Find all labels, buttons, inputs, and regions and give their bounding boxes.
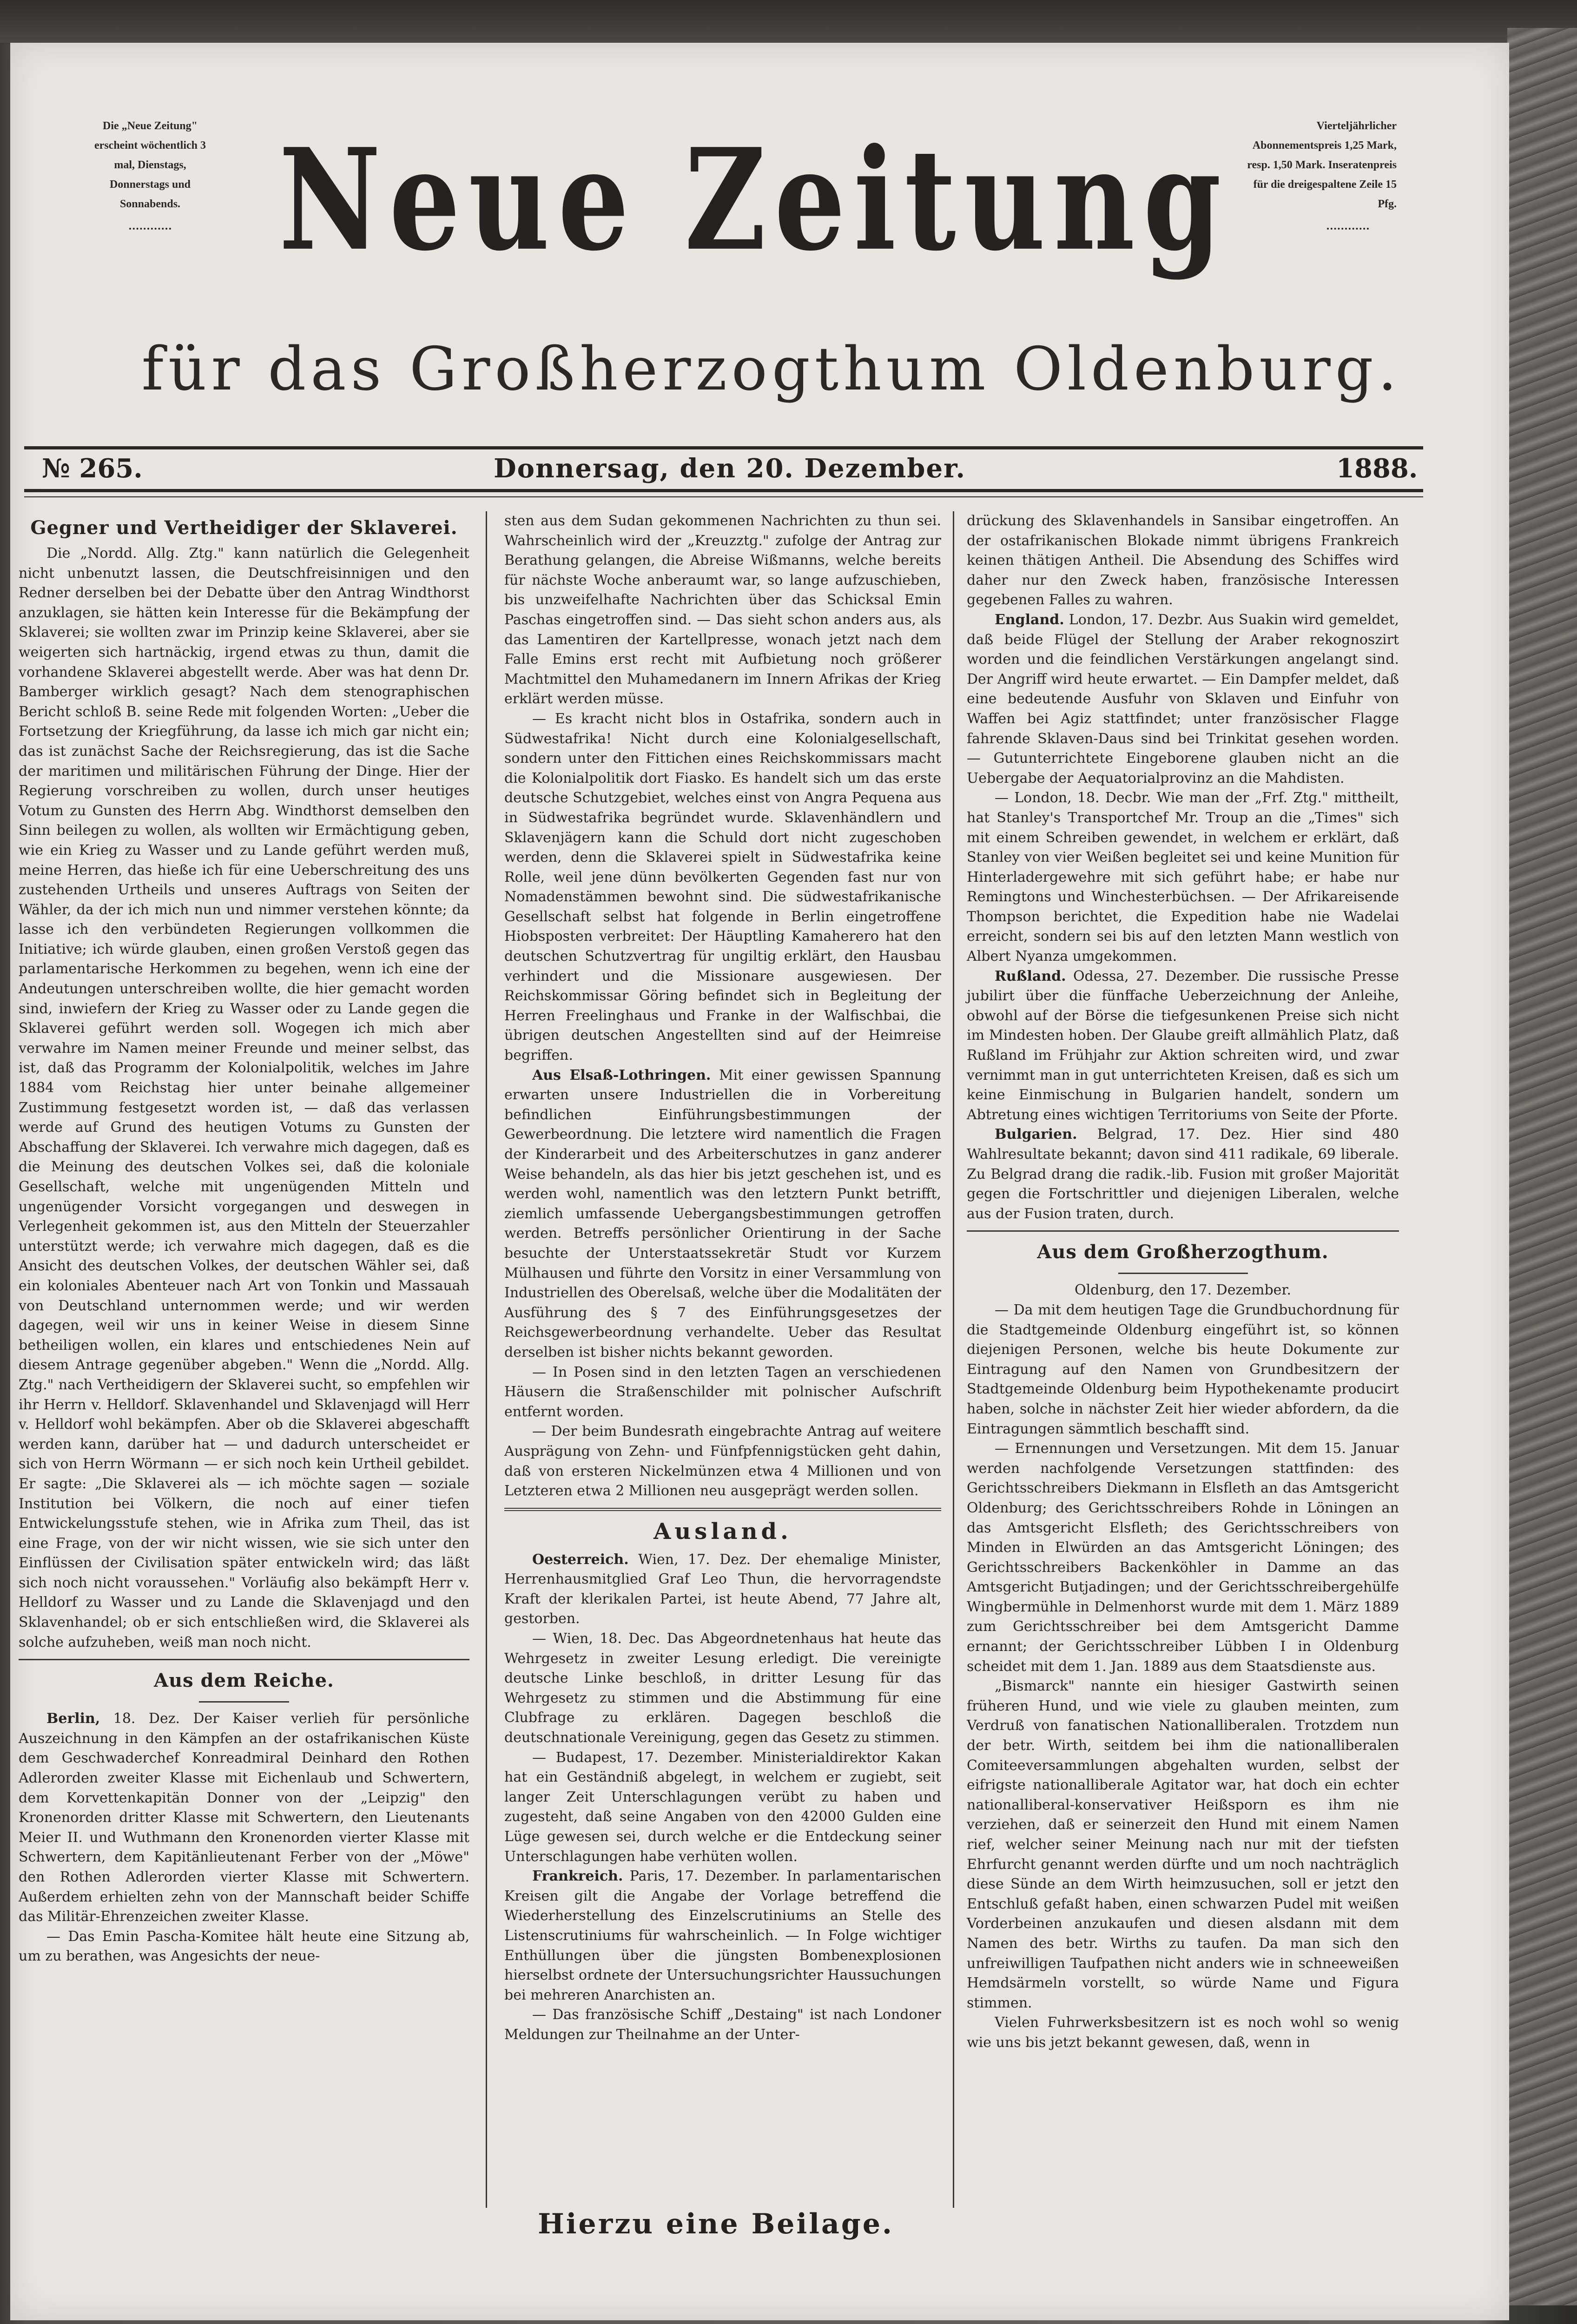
dateline-rule-bottom-thin [24, 496, 1423, 497]
supplement-note: Hierzu eine Beilage. [538, 2208, 894, 2240]
dateline-rule-bottom [24, 489, 1423, 492]
country-lead: England. [995, 611, 1064, 628]
note-divider [129, 228, 171, 230]
article-body: England. London, 17. Dezbr. Aus Suakin wird gemeldet, daß beide Flügel der Stellung der Araber rekognoszirt worden und die feindlichen Verstärkungen angelangt sind. Der Angriff wird heute erwartet. — Ein Dampfer meldet, daß eine bedeutende Ausfuhr von Sklaven und Einfuhr von Waffen bei Agiz stattfindet; unter französischer Flagge fahrende Sklaven-Daus sind bei Trinkitat gesehen worden. — Gutunterrichtete Eingeborene glauben nicht an die Uebergabe der Aequatorialprovinz an die Mahdisten. [967, 611, 1399, 786]
country-lead: Oesterreich. [532, 1551, 629, 1568]
article-body: sten aus dem Sudan gekommenen Nachrichten zu thun sei. Wahrscheinlich wird der „Kreuzztg." zufolge der Antrag zur Berathung gelangen, die Abreise Wißmanns, welche bereits für nächste Woche anberaumt war, so lange aufzuschieben, bis unzweifelhafte Nachrichten über das Schicksal Emin Paschas eingetroffen sind. — Das sieht schon anders aus, als das Lamentiren der Kartellpresse, wonach jetzt nach dem Falle Emins erst recht mit Aufbietung noch größerer Machtmittel den Muhamedanern im Innern Afrikas der Krieg erklärt werden müsse. [504, 513, 941, 707]
place-dateline: Oldenburg, den 17. Dezember. [1074, 1282, 1292, 1299]
section-heading: Ausland. [653, 1518, 792, 1545]
publication-schedule-note: Die „Neue Zeitung" erscheint wöchentlich 3 mal, Dienstags, Donnerstags und Sonnabends. [87, 116, 213, 230]
article-body: — Wien, 18. Dec. Das Abgeordnetenhaus hat heute das Wehrgesetz in zweiter Lesung erledigt. Die vereinigte deutsche Linke beschloß, in dritter Lesung für das Wehrgesetz zu stimmen und die Abstimmung für eine Clubfrage zu erklären. Dagegen beschloß die deutschnationale Vereinigung, gegen das Gesetz zu stimmen. [504, 1631, 941, 1746]
article-body: Bulgarien. Belgrad, 17. Dez. Hier sind 480 Wahlresultate bekannt; davon sind 411 radikale, 69 liberale. Zu Belgrad drang die radik.-lib. Fusion mit großer Majorität gegen die Fortschrittler und diejenigen Liberalen, welche aus der Fusion traten, durch. [967, 1126, 1399, 1222]
issue-year: 1888. [1336, 453, 1418, 484]
article-body: Oesterreich. Wien, 17. Dez. Der ehemalige Minister, Herrenhausmitglied Graf Leo Thun, die hervorragendste Kraft der klerikalen Partei, ist heute Abend, 77 Jahre alt, gestorben. [504, 1551, 941, 1627]
section-divider [967, 1230, 1399, 1232]
place-lead: Berlin, [46, 1710, 100, 1727]
heading-rule [199, 1701, 289, 1703]
section-divider [504, 1508, 941, 1511]
article-body: drückung des Sklavenhandels in Sansibar eingetroffen. An der ostafrikanischen Blokade nimmt übrigens Frankreich keinen thätigen Antheil. Die Absendung des Schiffes wird daher nur den Zweck haben, französische Interessen gegebenen Falles zu wahren. [967, 513, 1399, 608]
article-body: — Das Emin Pascha-Komitee hält heute eine Sitzung ab, um zu berathen, was Angesichts der neue- [19, 1928, 469, 1965]
column-1 [19, 511, 469, 1967]
country-lead: Frankreich. [532, 1868, 623, 1885]
article-body: Die „Nordd. Allg. Ztg." kann natürlich die Gelegenheit nicht unbenutzt lassen, die Deutschfreisinnigen und den Redner derselben bei der Debatte über den Antrag Windthorst anzuklagen, sie hätten kein Interesse für die Bekämpfung der Sklaverei; sie wollten zwar im Prinzip keine Sklaverei, aber sie weigerten sich hartnäckig, irgend etwas zu thun, damit die vorhandene Sklaverei abgestellt werde. Aber was hat denn Dr. Bamberger wirklich gesagt? Nach dem stenographischen Bericht schloß B. seine Rede mit folgenden Worten: „Ueber die Fortsetzung der Kriegführung, da lasse ich mich gar nicht ein; das ist zunächst Sache der Reichsregierung, das ist die Sache der maritimen und militärischen Führung der Dinge. Hier der Regierung vorschreiben zu wollen, durch unser heutiges Votum zu Gunsten des Herrn Abg. Windthorst demselben den Sinn beilegen zu wollen, als wollten wir Ermächtigung geben, wie ein Krieg zu Wasser und zu Lande geführt werden muß, meine Herren, das hieße ich für eine Ueberschreitung des uns zustehenden Urtheils und unseres Auftrags von Seiten der Wähler, da der ich mich nun und nimmer verstehen könnte; da lasse ich den verbündeten Regierungen vollkommen die Initiative; ich würde glauben, einen großen Verstoß gegen das parlamentarische Herkommen zu begehen, wenn ich eine der Andeutungen unterschreiben wollte, die hier gemacht worden sind, inwiefern der Krieg zu Wasser oder zu Lande gegen die Sklaverei geführt werden soll. Wogegen ich mich aber verwahre im Namen meiner Freunde und meiner selbst, das ist, daß das Programm der Kolonialpolitik, welches im Jahre 1884 vom Reichstag hier unter beinahe allgemeiner Zustimmung festgesetzt worden ist, — daß das verlassen werde auf Grund des heutigen Votums zu Gunsten der Abschaffung der Sklaverei. Ich verwahre mich dagegen, daß es die Meinung des deutschen Volkes sei, daß die koloniale Gesellschaft, welche mit ungenügenden Mitteln und ungenügender Vorsicht vorgegangen und deswegen in Verlegenheit gekommen ist, aus den Mitteln der Steuerzahler unterstützt werde; ich verwahre mich dagegen, daß es die Ansicht des deutschen Volkes, der deutschen Wähler sei, daß ein koloniales Abenteuer nach Art von Tonkin und Massauah von Deutschland unternommen werde; und wir werden dagegen, weil wir uns in keiner Weise in diesem Sinne betheiligen wollen, ein klares und entschiedenes Nein auf diesem Antrage gegenüber abgeben." Wenn die „Nordd. Allg. Ztg." nach Vertheidigern der Sklaverei sucht, so empfehlen wir ihr Herrn v. Helldorf. Sklavenhandel und Sklavenjagd will Herr v. Helldorf wohl bekämpfen. Aber ob die Sklaverei abgeschafft werden kann, darüber hat — und dadurch unterscheidet er sich von Herrn Wörmann — er sich noch kein Urtheil gebildet. Er sagte: „Die Sklaverei als — ich möchte sagen — soziale Institution bei Völkern, die noch auf einer tiefen Entwickelungsstufe stehen, wie in Afrika zum Theil, das ist eine Frage, von der wir nicht wissen, wie sie sich unter den Einflüssen der Civilisation später entwickeln wird; das läßt sich noch nicht voraussehen." Vorläufig also bekämpft Herr v. Helldorf zu Wasser und zu Lande die Sklavenjagd und den Sklavenhandel; ob er sich entschließen wird, die Sklaverei als solche aufzuheben, weiß man noch nicht. [19, 545, 469, 1651]
column-3 [967, 511, 1399, 2053]
column-2 [504, 511, 941, 2045]
article-body: — Ernennungen und Versetzungen. Mit dem 15. Januar werden nachfolgende Versetzungen stattfinden: des Gerichtsschreibers Diekmann in Elsfleth an das Amtsgericht Oldenburg; des Gerichtsschreibers Rohde in Löningen an das Amtsgericht Elsfleth; des Gerichtsschreibers von Minden in Elwürden an das Amtsgericht Löningen; des Gerichtsschreibers Backenköhler in Damme an das Amtsgericht Butjadingen; und der Gerichtsschreibergehülfe Wingbermühle in Delmenhorst wurde mit dem 1. März 1889 zum Gerichtsschreiber bei dem Amtsgericht Damme ernannt; der Gerichtsschreiber Lübben I in Oldenburg scheidet mit dem 1. Jan. 1889 aus dem Staatsdienste aus. [967, 1440, 1399, 1675]
article-body: — Da mit dem heutigen Tage die Grundbuchordnung für die Stadtgemeinde Oldenburg eingeführt ist, so können diejenigen Personen, welche bis heute Dokumente zur Eintragung auf den Namen von Grundbesitzern der Stadtgemeinde Oldenburg beim Hypothekenamte producirt haben, solche in nächster Zeit hier wieder abfordern, da die Eintragungen sämmtlich beschafft sind. [967, 1301, 1399, 1437]
country-lead: Rußland. [995, 968, 1066, 984]
book-binding [1507, 28, 1577, 2305]
dateline-rule-top [24, 446, 1423, 449]
section-heading: Aus dem Großherzogthum. [1037, 1241, 1329, 1263]
newspaper-title: Neue Zeitung [279, 118, 1230, 282]
section-divider [19, 1659, 469, 1660]
article-body: Rußland. Odessa, 27. Dezember. Die russische Presse jubilirt über die fünffache Ueberzeichnung der Anleihe, obwohl auf der Börse die tiefgesunkenen Preise sich nicht im Mindesten hoben. Der Glaube greift allmählich Platz, daß Rußland im Frühjahr zur Aktion schreiten wird, und zwar vernimmt man in gut unterrichteten Kreisen, daß es sich um keine Einmischung in Bulgarien handelt, sondern um Abtretung eines wichtigen Territoriums von Seite der Pforte. [967, 968, 1399, 1123]
heading-rule [1118, 1273, 1248, 1274]
issue-date: Donnersag, den 20. Dezember. [494, 453, 966, 484]
article-body: Berlin, 18. Dez. Der Kaiser verlieh für persönliche Auszeichnung in den Kämpfen an der ostafrikanischen Küste dem Geschwaderchef Konreadmiral Deinhard den Rothen Adlerorden zweiter Klasse mit Eichenlaub und Schwertern, dem Korvettenkapitän Donner von der „Leipzig" den Kronenorden dritter Klasse mit Schwertern, den Lieutenants Meier II. und Wuthmann den Kronenorden vierter Klasse mit Schwertern, dem Kapitänlieutenant Ferber von der „Möwe" den Rothen Adlerorden vierter Klasse mit Schwertern. Außerdem erhielten zehn von der Mannschaft beider Schiffe das Militär-Ehrenzeichen zweiter Klasse. [19, 1710, 469, 1925]
subscription-price-note: Vierteljährlicher Abonnementspreis 1,25 Mark, resp. 1,50 Mark. Inseratenpreis für die dreigespaltene Zeile 15 Pfg. [1236, 116, 1397, 230]
article-headline: Gegner und Vertheidiger der Sklaverei. [30, 517, 458, 539]
note-divider [1327, 228, 1369, 230]
article-body: Vielen Fuhrwerksbesitzern ist es noch wohl so wenig wie uns bis jetzt bekannt gewesen, daß, wenn in [967, 2014, 1399, 2051]
issue-number: № 265. [42, 453, 143, 484]
article-body: — London, 18. Decbr. Wie man der „Frf. Ztg." mittheilt, hat Stanley's Transportchef Mr. Troup an die „Times" sich mit einem Schreiben gewendet, in welchem er erklärt, daß Stanley von vier Weißen begleitet sei und keine Munition für Hinterladergewehre mit sich geführt habe; er habe nur Remingtons und Winchesterbüchsen. — Der Afrikareisende Thompson berichtet, die Expedition habe nie Wadelai erreicht, sondern sei bis auf den letzten Mann westlich von Albert Nyanza umgekommen. [967, 790, 1399, 965]
top-edge [0, 0, 1577, 43]
article-body: Frankreich. Paris, 17. Dezember. In parlamentarischen Kreisen gilt die Angabe der Vorlage betreffend die Wiederherstellung des Einzelscrutiniums an Stelle des Listenscrutiniums für wahrscheinlich. — In Folge wichtiger Enthüllungen über die jüngsten Bombenexplosionen hierselbst ordnete der Untersuchungsrichter Haussuchungen bei mehreren Anarchisten an. [504, 1868, 941, 2003]
section-heading: Aus dem Reiche. [154, 1670, 334, 1692]
article-body: — Budapest, 17. Dezember. Ministerialdirektor Kakan hat ein Geständniß abgelegt, in welchem er zugiebt, seit langer Zeit Unterschlagungen verübt zu haben und zugesteht, daß seine Angaben von den 42000 Gulden eine Lüge gewesen sei, durch welche er die Entdeckung seiner Unterschlagungen habe verhüten wollen. [504, 1749, 941, 1865]
article-body: — Der beim Bundesrath eingebrachte Antrag auf weitere Ausprägung von Zehn- und Fünfpfennigstücken geht dahin, daß von ersteren Nickelmünzen etwa 4 Millionen und von Letzteren etwa 2 Millionen neu ausgeprägt werden sollen. [504, 1423, 941, 1499]
article-body: „Bismarck" nannte ein hiesiger Gastwirth seinen früheren Hund, und wie viele zu glauben meinten, zum Verdruß von fanatischen Nationalliberalen. Trotzdem nun der betr. Wirth, seitdem bei ihm die nationalliberalen Comiteeversammlungen abgehalten wurden, selbst der eifrigste nationalliberale Agitator war, hat doch ein echter nationalliberal-konservativer Heißsporn es ihm nie verziehen, daß er seinerzeit den Hund mit einem Namen rief, welcher seiner Meinung nach nur mit der tiefsten Ehrfurcht genannt werden dürfte und um noch nachträglich diese Sünde an dem Wirth heimzusuchen, soll er jetzt den Entschluß gefaßt haben, einen schwarzen Pudel mit weißen Vorderbeinen anzukaufen und diesen alsdann mit dem Namen des betr. Wirths zu taufen. Da man sich den unfreiwilligen Taufpathen nicht anders wie in schneeweißen Hemdsärmeln vorstellt, so würde Name und Figura stimmen. [967, 1678, 1399, 2011]
article-body: — In Posen sind in den letzten Tagen an verschiedenen Häusern die Straßenschilder mit polnischer Aufschrift entfernt worden. [504, 1364, 941, 1420]
column-rule [486, 511, 487, 2208]
region-lead: Aus Elsaß-Lothringen. [532, 1067, 711, 1083]
article-body: — Das französische Schiff „Destaing" ist nach Londoner Meldungen zur Theilnahme an der Unter- [504, 2007, 941, 2043]
country-lead: Bulgarien. [995, 1126, 1077, 1143]
column-rule [953, 511, 954, 2208]
article-body: Aus Elsaß-Lothringen. Mit einer gewissen Spannung erwarten unsere Industriellen die in Vorbereitung befindlichen Einführungsbestimmungen der Gewerbeordnung. Die letztere wird namentlich die Fragen der Kinderarbeit und des Arbeiterschutzes in ganz anderer Weise behandeln, als das hier bis jetzt geschehen ist, und es werden wohl, namentlich was den letztern Punkt betrifft, ziemlich umfassende Uebergangsbestimmungen getroffen werden. Betreffs persönlicher Orientirung in der Sache besuchte der Unterstaatssekretär Studt vor Kurzem Mülhausen und führte den Vorsitz in einer Versammlung von Industriellen des Oberelsaß, welche über die Modalitäten der Ausführung des § 7 des Einführungsgesetzes der Reichsgewerbeordnung verhandelte. Ueber das Resultat derselben ist bisher nichts bekannt geworden. [504, 1067, 941, 1360]
newspaper-subtitle: für das Großherzogthum Oldenburg. [141, 335, 1402, 404]
article-body: — Es kracht nicht blos in Ostafrika, sondern auch in Südwestafrika! Nicht durch eine Kolonialgesellschaft, sondern unter den Fittichen eines Reichskommissars macht die Kolonialpolitik dort Fiasko. Es handelt sich um das erste deutsche Schutzgebiet, welches einst von Angra Pequena aus in Südwestafrika begründet wurde. Sklavenhändlern und Sklavenjägern kann die Schuld dort nicht zugeschoben werden, denn die Sklaverei spielt in Südwestafrika keine Rolle, weil jene dünn bevölkerten Gegenden fast nur von Nomadenstämmen bewohnt sind. Die südwestafrikanische Gesellschaft selbst hat folgende in Berlin eingetroffene Hiobsposten verbreitet: Der Häuptling Kamaherero hat den deutschen Schutzvertrag für ungiltig erklärt, den Hausbau verhindert und die Missionare ausgewiesen. Der Reichskommissar Göring befindet sich in Begleitung der Herren Freelinghaus und Franke in der Walfischbai, die übrigen deutschen Angestellten sind auf der Heimreise begriffen. [504, 710, 941, 1064]
